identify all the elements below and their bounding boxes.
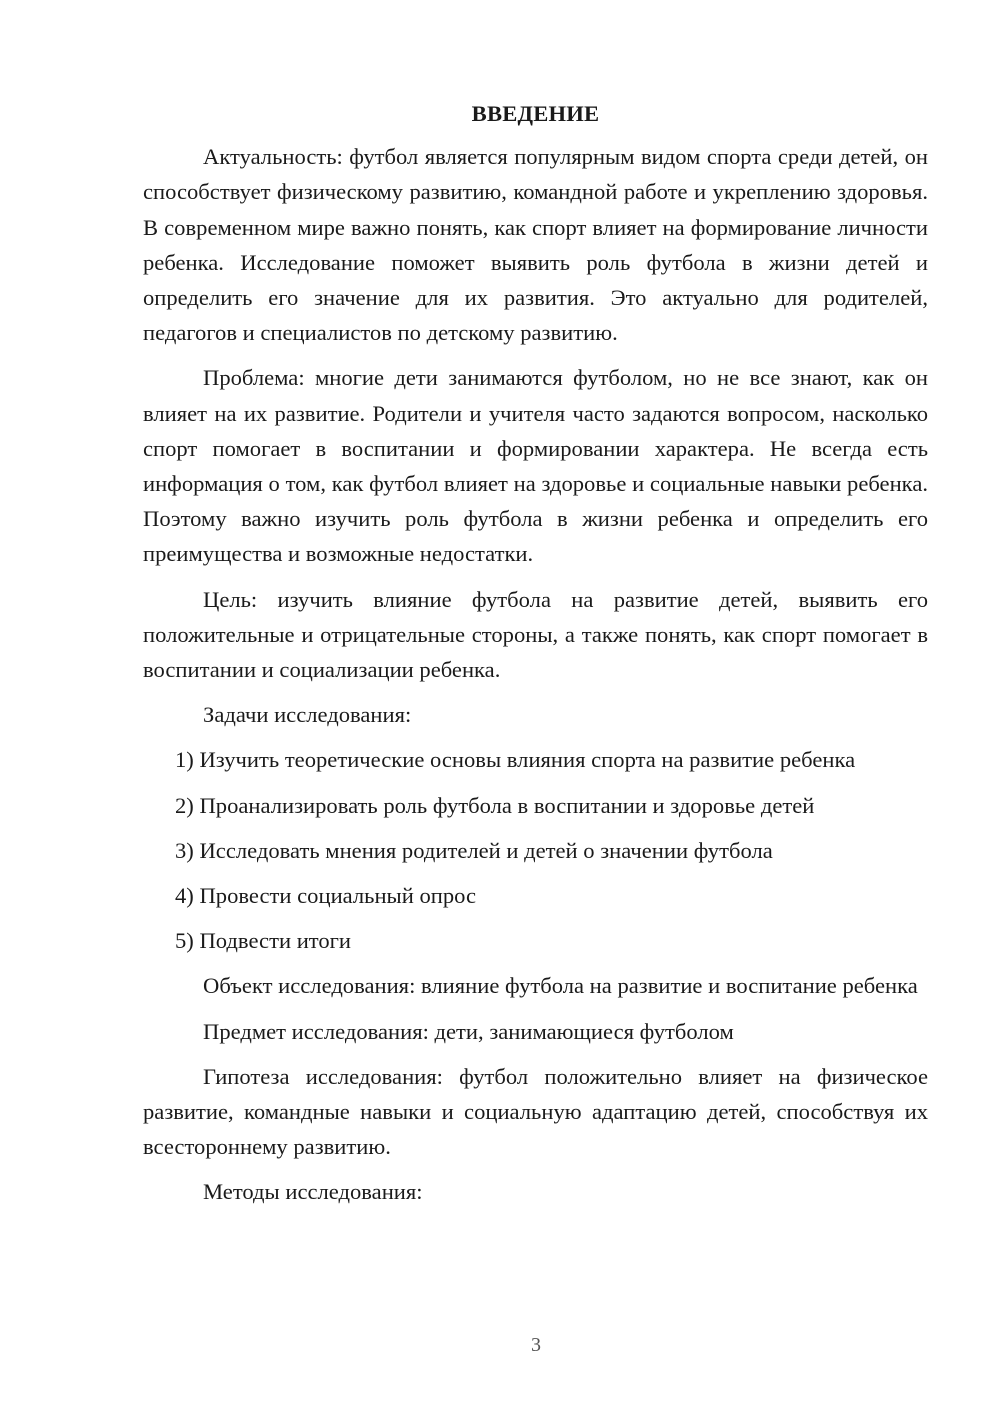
- task-item: 3) Исследовать мнения родителей и детей о значении футбола: [175, 837, 773, 863]
- section-title: ВВЕДЕНИЕ: [471, 101, 600, 126]
- paragraph-hypothesis: Гипотеза исследования: футбол положительно влияет на физическое развитие, командные навыки и социальную адаптацию детей, способствуя их всестороннему развитию.: [143, 1063, 928, 1160]
- methods-heading: Методы исследования:: [203, 1179, 423, 1205]
- task-item: 4) Провести социальный опрос: [175, 883, 477, 909]
- paragraph-goal: Цель: изучить влияние футбола на развитие детей, выявить его положительные и отрицательные стороны, а также понять, как спорт помогает в воспитании и социализации ребенка.: [143, 586, 928, 683]
- paragraph-relevance: Актуальность: футбол является популярным видом спорта среди детей, он способствует физическому развитию, командной работе и укреплению здоровья. В современном мире важно понять, как спорт влияет на формирование личности ребенка. Исследование поможет выявить роль футбола в жизни детей и определить его значение для их развития. Это актуально для родителей, педагогов и специалистов по детскому развитию.: [143, 144, 928, 346]
- paragraph-object: Объект исследования: влияние футбола на развитие и воспитание ребенка: [203, 973, 918, 999]
- task-item: 1) Изучить теоретические основы влияния спорта на развитие ребенка: [175, 747, 856, 773]
- task-item: 5) Подвести итоги: [175, 928, 352, 954]
- paragraph-subject: Предмет исследования: дети, занимающиеся футболом: [203, 1018, 734, 1044]
- paragraph-problem: Проблема: многие дети занимаются футболом, но не все знают, как он влияет на их развитие. Родители и учителя часто задаются вопросом, насколько спорт помогает в воспитании и формировании характера. Не всегда есть информация о том, как футбол влияет на здоровье и социальные навыки ребенка. Поэтому важно изучить роль футбола в жизни ребенка и определить его преимущества и возможные недостатки.: [143, 365, 928, 567]
- tasks-heading: Задачи исследования:: [203, 702, 412, 728]
- document-body: [143, 96, 928, 1220]
- tasks-list: [143, 742, 928, 958]
- page-number: 3: [531, 1334, 541, 1356]
- task-item: 2) Проанализировать роль футбола в воспитании и здоровье детей: [175, 792, 815, 818]
